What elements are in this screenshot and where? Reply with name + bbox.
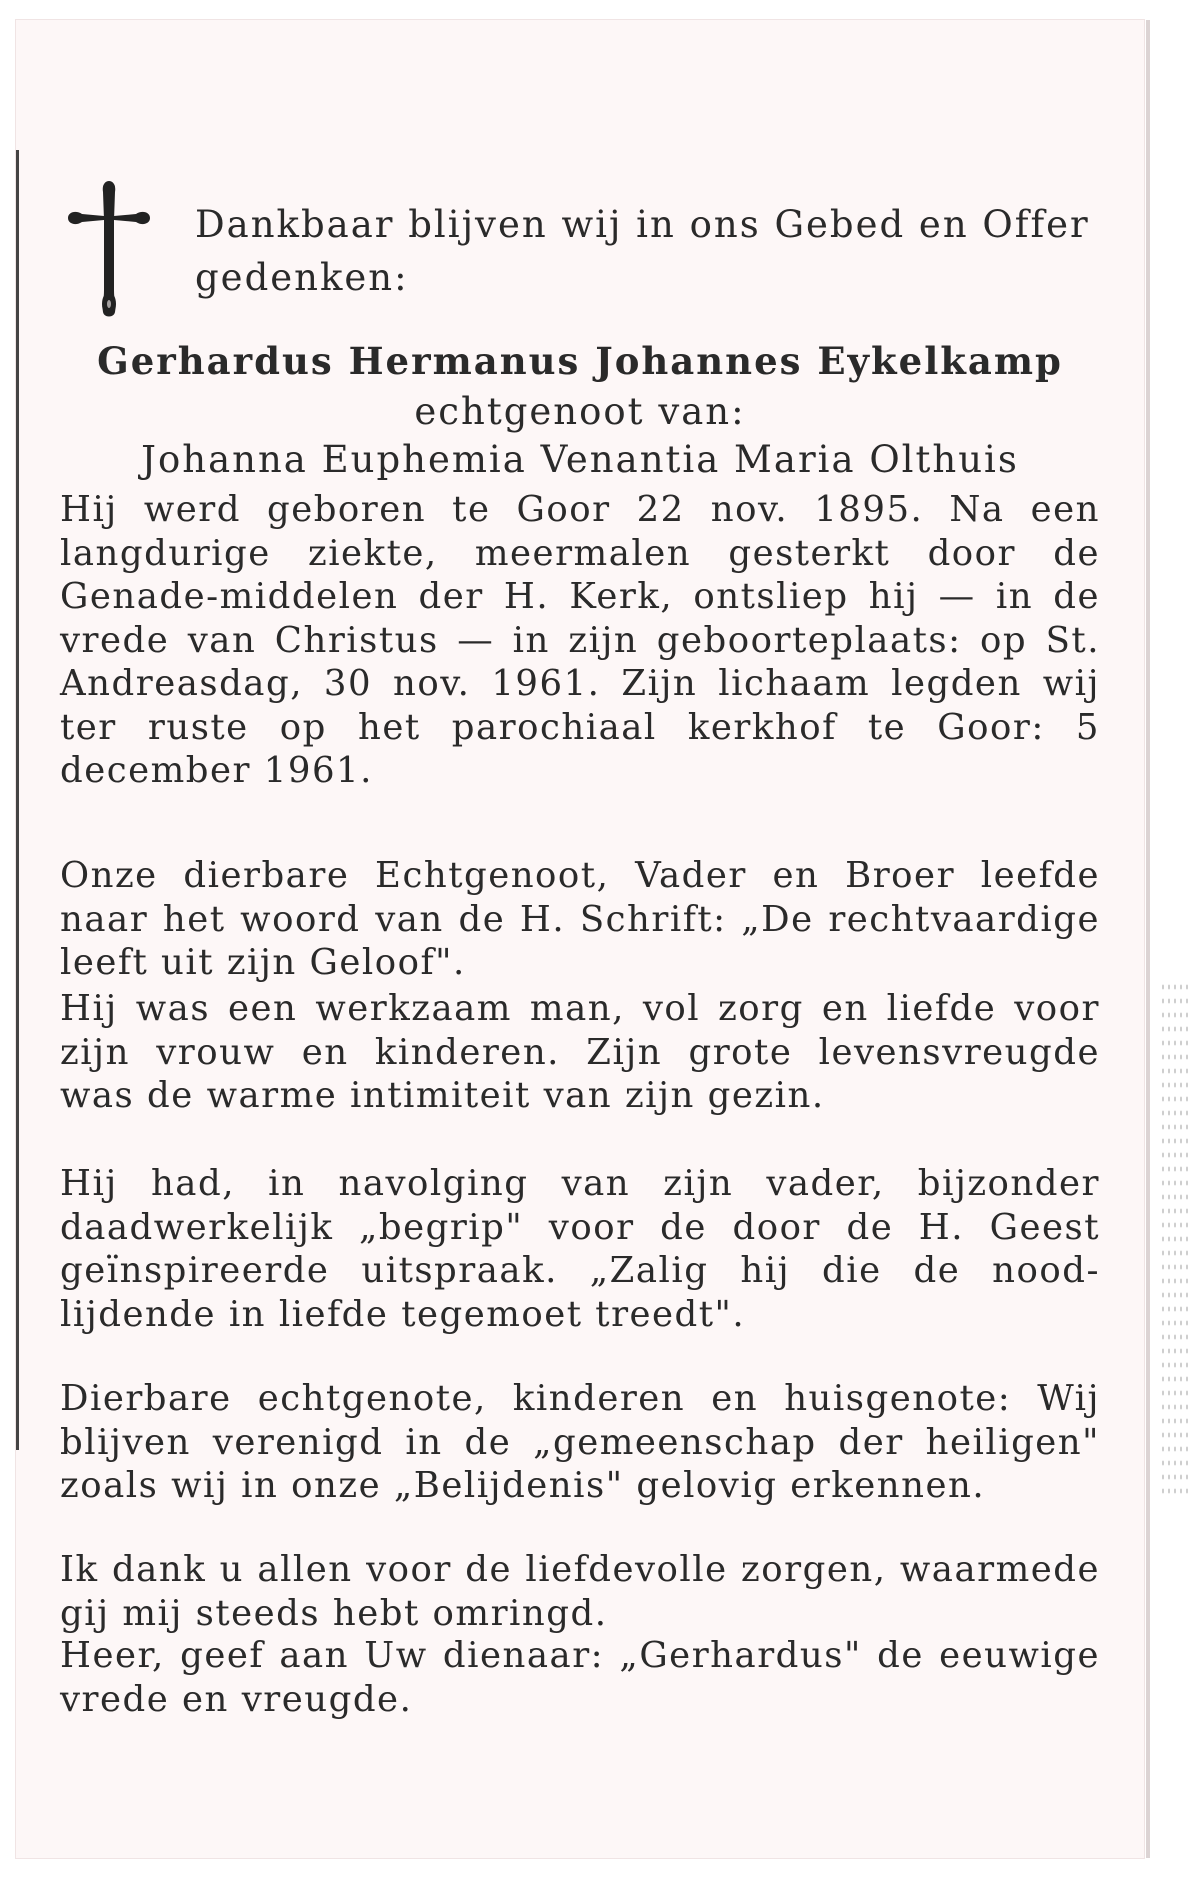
paragraph-thanks: Ik dank u allen voor de liefdevolle zorgen, waarmede gij mij steeds hebt omringd. — [60, 1549, 1100, 1634]
paragraph-family: Hij was een werkzaam man, vol zorg en liefde voor zijn vrouw en kinderen. Zijn grote levensvreugde was de warme intimiteit van zijn gezin. — [60, 988, 1100, 1116]
cross-icon — [66, 180, 152, 320]
spouse-name: Johanna Euphemia Venantia Maria Olthuis — [141, 438, 1019, 481]
paragraph-prayer: Heer, geef aan Uw dienaar: „Gerhardus" de eeuwige vrede en vreugde. — [60, 1635, 1100, 1720]
deceased-name: Gerhardus Hermanus Johannes Eykelkamp — [97, 339, 1063, 383]
spouse-label: echtgenoot van: — [414, 390, 746, 433]
card-right-border — [1146, 20, 1150, 1858]
intro-text: Dankbaar blijven wij in ons Gebed en Offer gedenken: — [195, 203, 1090, 299]
paragraph-faith: Onze dierbare Echtgenoot, Vader en Broer leefde naar het woord van de H. Schrift: „De rechtvaardige leeft uit zijn Geloof". — [60, 855, 1100, 983]
paragraph-charity: Hij had, in navolging van zijn vader, bijzonder daadwerkelijk „begrip" voor de door de H. Geest geïnspireerde uitspraak. „Zalig hij die de nood-lijdende in liefde tegemoet treedt". — [60, 1163, 1100, 1335]
card-left-border — [16, 150, 19, 1450]
scan-dot-pattern — [1160, 980, 1190, 1500]
paragraph-farewell: Dierbare echtgenote, kinderen en huisgenote: Wij blijven verenigd in de „gemeenschap der heiligen" zoals wij in onze „Belijdenis" gelovig erkennen. — [60, 1378, 1100, 1506]
paragraph-biography: Hij werd geboren te Goor 22 nov. 1895. Na een langdurige ziekte, meermalen gesterkt door de Genade-middelen der H. Kerk, ontsliep hij — in de vrede van Christus — in zijn geboorteplaats: op St. Andreasdag, 30 nov. 1961. Zijn lichaam legden wij ter ruste op het parochiaal kerkhof te Goor: 5 december 1961. — [60, 489, 1100, 791]
